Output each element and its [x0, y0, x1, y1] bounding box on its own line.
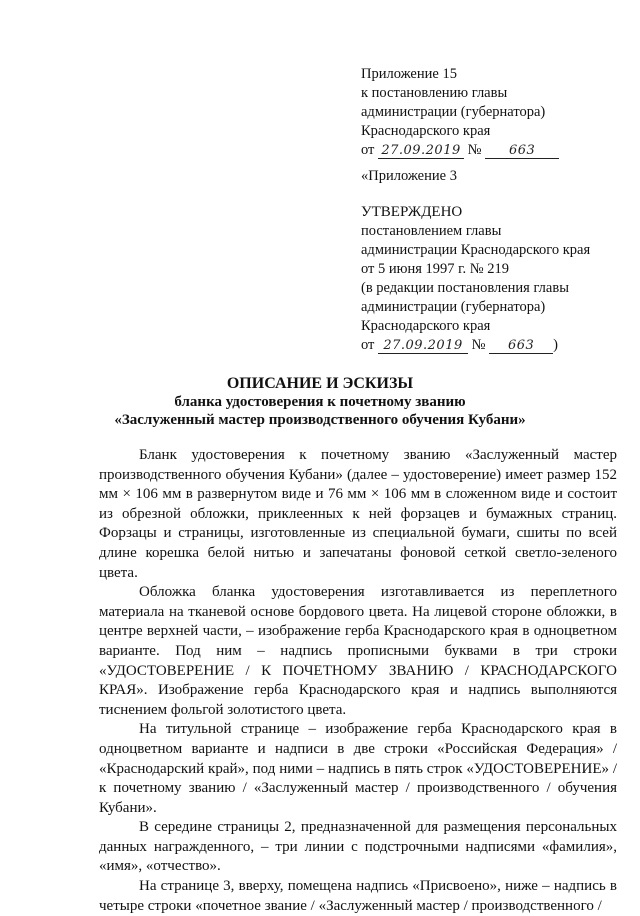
- handwritten-date: 27.09.2019: [378, 143, 464, 159]
- document-subtitle: «Заслуженный мастер производственного обучения Кубани»: [114, 412, 526, 428]
- date-prefix: от: [361, 142, 375, 158]
- appendix-line: к постановлению главы: [361, 85, 508, 101]
- appendix-line: администрации (губернатора): [361, 104, 546, 120]
- document-body: [99, 446, 617, 916]
- body-paragraph: В середине страницы 2, предназначенной для размещения персональных данных награжденного, – три линии с подстрочными надписями «фамилия», «имя», «отчество».: [99, 819, 617, 875]
- approval-title: УТВЕРЖДЕНО: [361, 204, 463, 220]
- document-heading: [60, 374, 580, 429]
- appendix-date-line: [361, 141, 559, 160]
- approval-line: от 5 июня 1997 г. № 219: [361, 261, 509, 277]
- document-title: ОПИСАНИЕ И ЭСКИЗЫ: [226, 375, 414, 392]
- approval-line: (в редакции постановления главы: [361, 280, 569, 296]
- approval-line: администрации Краснодарского края: [361, 242, 591, 258]
- body-paragraph: Бланк удостоверения к почетному званию «Заслуженный мастер производственного обучения Кубани» (далее – удостоверение) имеет размер 152 мм × 106 мм в развернутом виде и 76 мм × 106 мм в сложенном виде и состоит из обрезной обложки, приклеенных к ней форзацев и бумажных страниц. Форзацы и страницы, изготовленные из специальной бумаги, сшиты по всей длине корешка белой нитью и запечатаны фоновой сеткой светло-зеленого цвета.: [99, 447, 617, 581]
- handwritten-date: 27.09.2019: [378, 338, 468, 354]
- handwritten-number: 663: [489, 338, 553, 354]
- approval-date-line: [361, 336, 590, 355]
- approval-block: [361, 203, 590, 355]
- closing-parenthesis: ): [553, 337, 558, 353]
- date-prefix: от: [361, 337, 375, 353]
- body-paragraph: На странице 3, вверху, помещена надпись «Присвоено», ниже – надпись в четыре строки «почетное звание / «Заслуженный мастер / производственного /: [99, 878, 617, 914]
- appendix-header-block: [361, 65, 559, 160]
- approval-line: постановлением главы: [361, 223, 502, 239]
- document-subtitle: бланка удостоверения к почетному званию: [174, 394, 466, 410]
- number-prefix: №: [471, 337, 486, 353]
- approval-line: администрации (губернатора): [361, 299, 546, 315]
- body-paragraph: На титульной странице – изображение герба Краснодарского края в одноцветном варианте и надписи в две строки «Российская Федерация» / «Краснодарский край», под ними – надпись в пять строк «УДОСТОВЕРЕНИЕ» / к почетному званию / «Заслуженный мастер / производственного / обучения Кубани».: [99, 721, 617, 816]
- appendix-line: Приложение 15: [361, 66, 457, 82]
- approval-line: Краснодарского края: [361, 318, 491, 334]
- appendix-line: Краснодарского края: [361, 123, 491, 139]
- number-prefix: №: [467, 142, 482, 158]
- handwritten-number: 663: [485, 143, 559, 159]
- appendix-ref-text: «Приложение 3: [361, 168, 457, 184]
- appendix-reference: [361, 167, 457, 186]
- body-paragraph: Обложка бланка удостоверения изготавливается из переплетного материала на тканевой основе бордового цвета. На лицевой стороне обложки, в центре верхней части, – изображение герба Краснодарского края в одноцветном варианте. Под ним – надпись прописными буквами в три строки «УДОСТОВЕРЕНИЕ / К ПОЧЕТНОМУ ЗВАНИЮ / КРАСНОДАРСКОГО КРАЯ». Изображение герба Краснодарского края и надпись выполняются тиснением фольгой золотистого цвета.: [99, 584, 617, 718]
